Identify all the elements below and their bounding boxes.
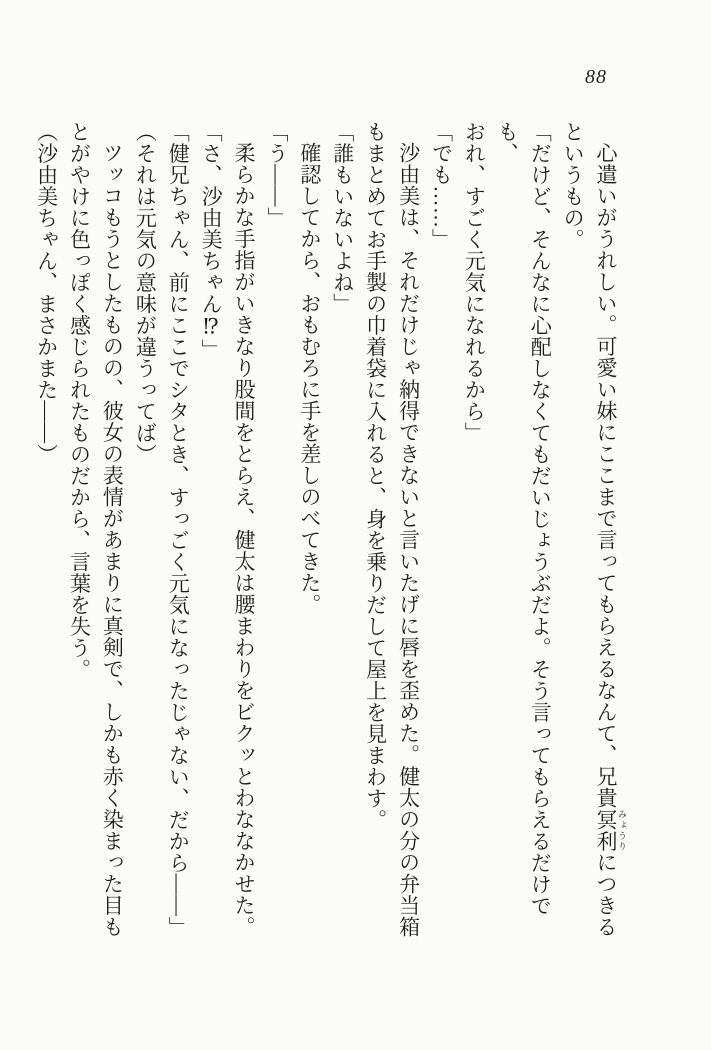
text-line-4: おれ、すごく元気になれるから」 [462,121,487,444]
text-line-17: （沙由美ちゃん、まさかまた――） [34,121,59,465]
text-line-14: （それは元気の意味が違うってば） [133,121,158,465]
page-number: 88 [585,66,607,88]
text-line-15: ツッコもうとしたものの、彼女の表情があまりに真剣で、しかも赤く染まった目も [100,142,125,938]
text-line-13: 「健兄ちゃん、前にここでシタとき、すっごく元気になったじゃない、だから――」 [166,121,191,938]
text-line-9: 確認してから、おもむろに手を差しのべてきた。 [297,142,322,615]
text-line-16: とがやけに色っぽく感じられたものだから、言葉を失う。 [67,121,92,680]
text-line-2: というもの。 [561,121,586,250]
ruby-annotated-word: 冥利 みょうり [594,808,627,852]
text-line-12: 「さ、沙由美ちゃん⁉」 [199,121,224,361]
text-line-10: 「う――」 [264,121,289,229]
text-block [30,121,627,953]
text-line-8: 「誰もいないよね」 [330,121,355,315]
text-line-3: 「だけど、そんなに心配しなくてもだいじょうぶだよ。そう言ってもらえるだけでも、 [495,121,553,917]
text-line-6: 沙由美は、それだけじゃ納得できないと言いたげに唇を歪めた。健太の分の弁当箱 [396,142,421,938]
text-line-11: 柔らかな手指がいきなり股間をとらえ、健太は腰まわりをビクッとわななかせた。 [232,142,257,938]
text-line-7: もまとめてお手製の巾着袋に入れると、身を乗りだして屋上を見まわす。 [363,121,388,831]
text-line-1: 心遣いがうれしい。可愛い妹にここまで言ってもらえるなんて、兄貴冥利 みょうりにつきる [594,142,627,938]
text-line-5: 「でも……」 [429,121,454,250]
